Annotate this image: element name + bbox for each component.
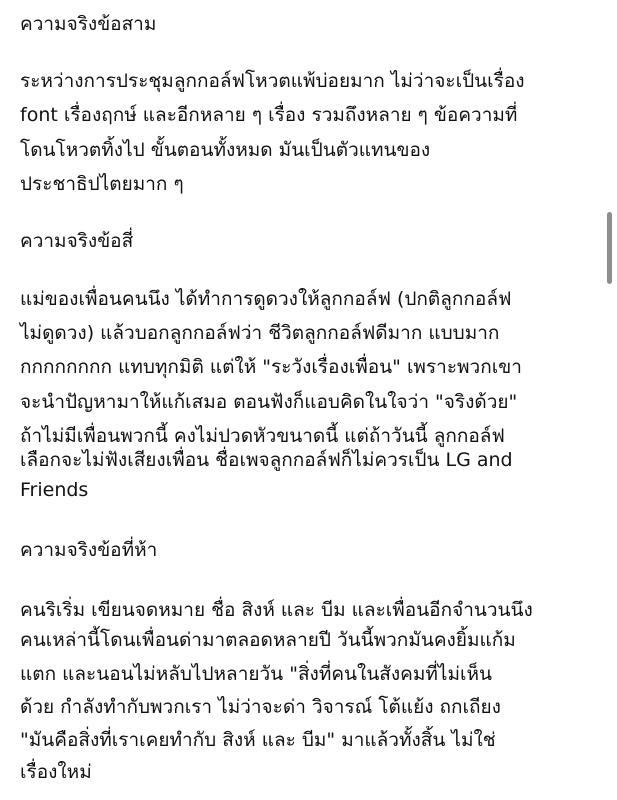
paragraph-line: จะนำปัญหามาให้แก้เสมอ ตอนฟังก็แอบคิดในใจว่า "จริงด้วย" [20,391,518,413]
paragraph-line: เรื่องใหม่ [20,761,92,783]
paragraph-line: แตก และนอนไม่หลับไปหลายวัน "สิ่งที่คนในสังคมที่ไม่เห็น [20,663,493,685]
paragraph-line: เลือกจะไม่ฟังเสียงเพื่อน ชื่อเพจลูกกอล์ฟก็ไม่ควรเป็น LG and [20,449,513,471]
vertical-scrollbar[interactable] [607,212,612,284]
paragraph-line: ไม่ดูดวง) แล้วบอกลูกกอล์ฟว่า ชีวิตลูกกอล์ฟดีมาก แบบมาก [20,322,500,344]
section-heading-three: ความจริงข้อสาม [20,13,157,35]
paragraph-line: คนเหล่านี้โดนเพื่อนด่ามาตลอดหลายปี วันนี้พวกมันคงยิ้มแก้ม [20,629,516,651]
paragraph-line: ด้วย กำลังทำกับพวกเรา ไม่ว่าจะด่า วิจารณ์ โต้แย้ง ถกเถียง [20,696,501,718]
paragraph-line: Friends [20,479,89,501]
paragraph-line: ระหว่างการประชุมลูกกอล์ฟโหวตแพ้บ่อยมาก ไม่ว่าจะเป็นเรื่อง [20,70,525,92]
paragraph-line: โดนโหวตทิ้งไป ขั้นตอนทั้งหมด มันเป็นตัวแทนของ [20,139,431,161]
section-heading-five: ความจริงข้อที่ห้า [20,539,158,561]
section-heading-four: ความจริงข้อสี่ [20,230,134,252]
paragraph-line: "มันคือสิ่งที่เราเคยทำกับ สิงห์ และ บีม" มาแล้วทั้งสิ้น ไม่ใช่ [20,729,496,751]
paragraph-line: ประชาธิปไตยมาก ๆ [20,173,184,195]
paragraph-line: แม่ของเพื่อนคนนึง ได้ทำการดูดวงให้ลูกกอล์ฟ (ปกติลูกกอล์ฟ [20,288,512,310]
paragraph-line: กกกกกกกก แทบทุกมิติ แต่ให้ "ระวังเรื่องเพื่อน" เพราะพวกเขา [20,356,522,378]
paragraph-line: font เรื่องฤกษ์ และอีกหลาย ๆ เรื่อง รวมถึงหลาย ๆ ข้อความที่ [20,104,518,126]
paragraph-line: คนริเริ่ม เขียนจดหมาย ชื่อ สิงห์ และ บีม และเพื่อนอีกจำนวนนึง [20,599,533,621]
paragraph-line: ถ้าไม่มีเพื่อนพวกนี้ คงไม่ปวดหัวขนาดนี้ แต่ถ้าวันนี้ ลูกกอล์ฟ [20,425,505,447]
